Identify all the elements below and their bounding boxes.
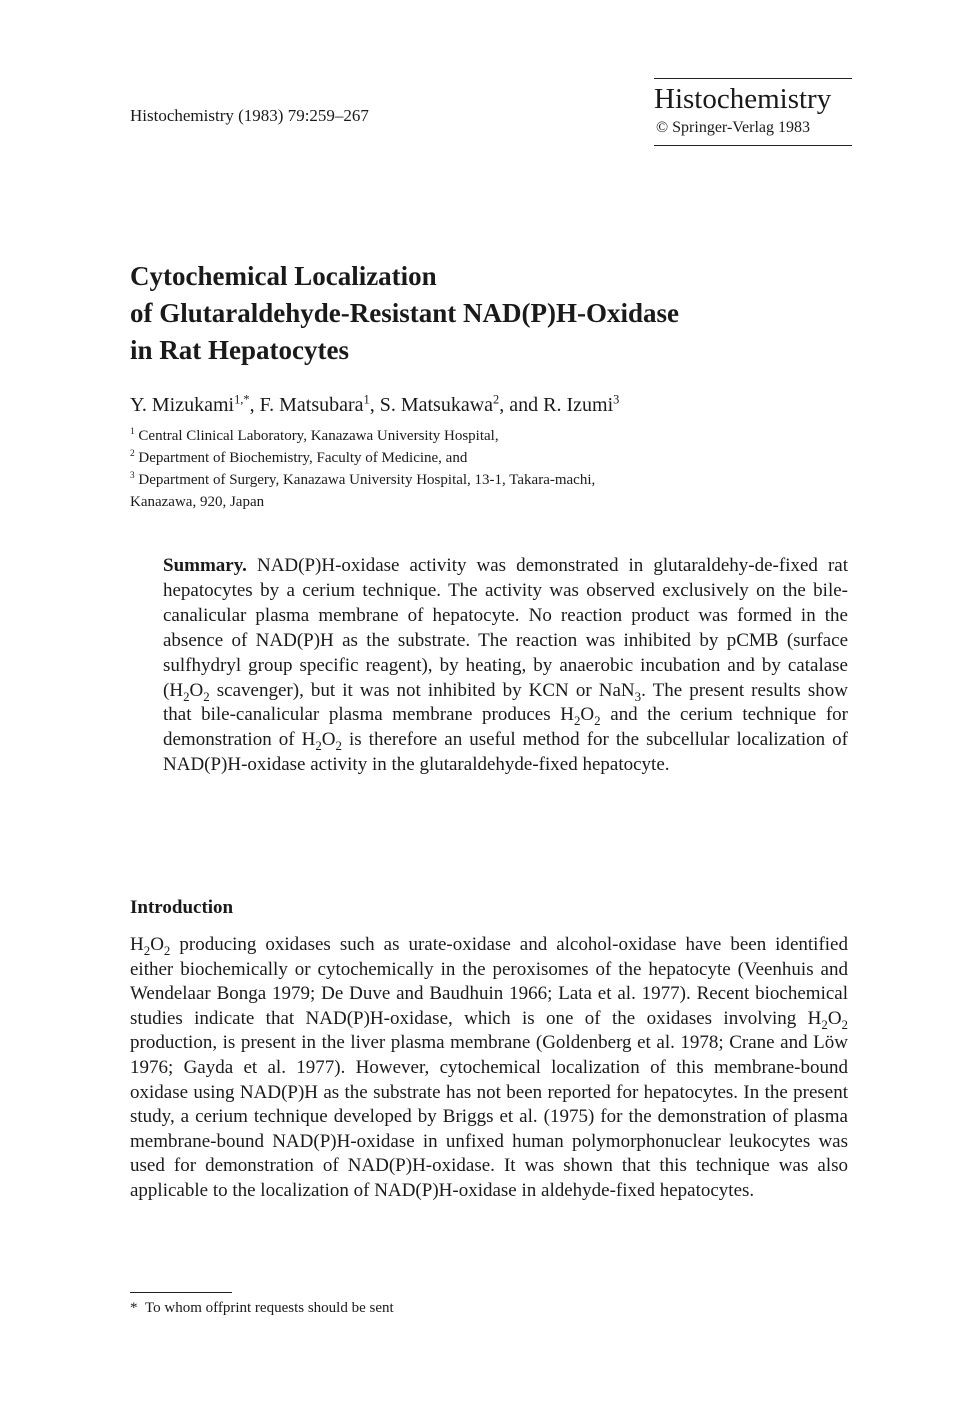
author-affiliation-mark: 3 (613, 392, 620, 407)
article-title (130, 258, 679, 369)
author-name: R. Izumi (543, 394, 614, 416)
author-list: Y. Mizukami$^{1,*}$, F. Matsubara$^1$, S. Matsukawa$^2$, and R. Izumi$^3$ (130, 392, 620, 416)
footnote-mark: * (130, 1300, 138, 1316)
introduction-paragraph: $H_2O_2$ producing oxidases such as urate-oxidase and alcohol-oxidase have been identified either biochemically or cytochemically in the peroxisomes of the hepatocyte (Veenhuis and Wendelaar Bonga 1979; De Duve and Baudhuin 1966; Lata et al. 1977). Recent biochemical studies indicate that NAD(P)H-oxidase, which is one of the oxidases involving $H_2O_2$ production, is present in the liver plasma membrane (Goldenberg et al. 1978; Crane and Löw 1976; Gayda et al. 1977). However, cytochemical localization of this membrane-bound oxidase using NAD(P)H as the substrate has not been reported for hepatocytes. In the present study, a cerium technique developed by Briggs et al. (1975) for the demonstration of plasma membrane-bound NAD(P)H-oxidase in unfixed human polymorphonuclear leukocytes was used for demonstration of NAD(P)H-oxidase. It was shown that this technique was also applicable to the localization of NAD(P)H-oxidase in aldehyde-fixed hepatocytes. (130, 934, 848, 1201)
footnote-rule (130, 1292, 232, 1293)
author-affiliation-mark: 1,* (234, 392, 250, 407)
abstract-label: Summary. (163, 555, 247, 576)
title-line: in Rat Hepatocytes (130, 335, 349, 365)
title-line: Cytochemical Localization (130, 261, 437, 291)
affiliation-line: $^3$ Department of Surgery, Kanazawa University Hospital, 13-1, Takara-machi, (130, 471, 596, 488)
author-affiliation-mark: 1 (363, 392, 370, 407)
footnote-text: To whom offprint requests should be sent (145, 1300, 394, 1316)
copyright-notice: © Springer-Verlag 1983 (656, 119, 811, 136)
journal-masthead (654, 78, 852, 146)
masthead-top-rule (654, 78, 852, 79)
affiliation-line: $^2$ Department of Biochemistry, Faculty of Medicine, and (130, 449, 468, 466)
author-name: Y. Mizukami (130, 394, 235, 416)
author-name: F. Matsubara (259, 394, 364, 416)
author-name: S. Matsukawa (379, 394, 494, 416)
author-affiliation-mark: 2 (493, 392, 500, 407)
journal-name: Histochemistry (654, 83, 832, 115)
masthead-bottom-rule (654, 145, 852, 146)
section-heading: Introduction (130, 897, 234, 918)
affiliation-line: $^1$ Central Clinical Laboratory, Kanazawa University Hospital, (130, 427, 499, 444)
title-line: of Glutaraldehyde-Resistant NAD(P)H-Oxidase (130, 298, 679, 328)
author-conjunction: and (509, 394, 539, 416)
abstract: Summary. NAD(P)H-oxidase activity was demonstrated in glutaraldehy-de-fixed rat hepatocytes by a cerium technique. The activity was observed exclusively on the bile-canalicular plasma membrane of hepatocyte. No reaction product was formed in the absence of NAD(P)H as the substrate. The reaction was inhibited by pCMB (surface sulfhydryl group specific reagent), by heating, by anaerobic incubation and by catalase ($H_2O_2$ scavenger), but it was not inhibited by KCN or NaN$_3$. The present results show that bile-canalicular plasma membrane produces $H_2O_2$ and the cerium technique for demonstration of $H_2O_2$ is therefore an useful method for the subcellular localization of NAD(P)H-oxidase activity in the glutaraldehyde-fixed hepatocyte. (163, 555, 848, 776)
footnote (130, 1300, 394, 1317)
affiliation-city: Kanazawa, 920, Japan (130, 494, 265, 510)
affiliations (130, 425, 595, 513)
journal-citation: Histochemistry (1983) 79:259–267 (130, 106, 369, 125)
